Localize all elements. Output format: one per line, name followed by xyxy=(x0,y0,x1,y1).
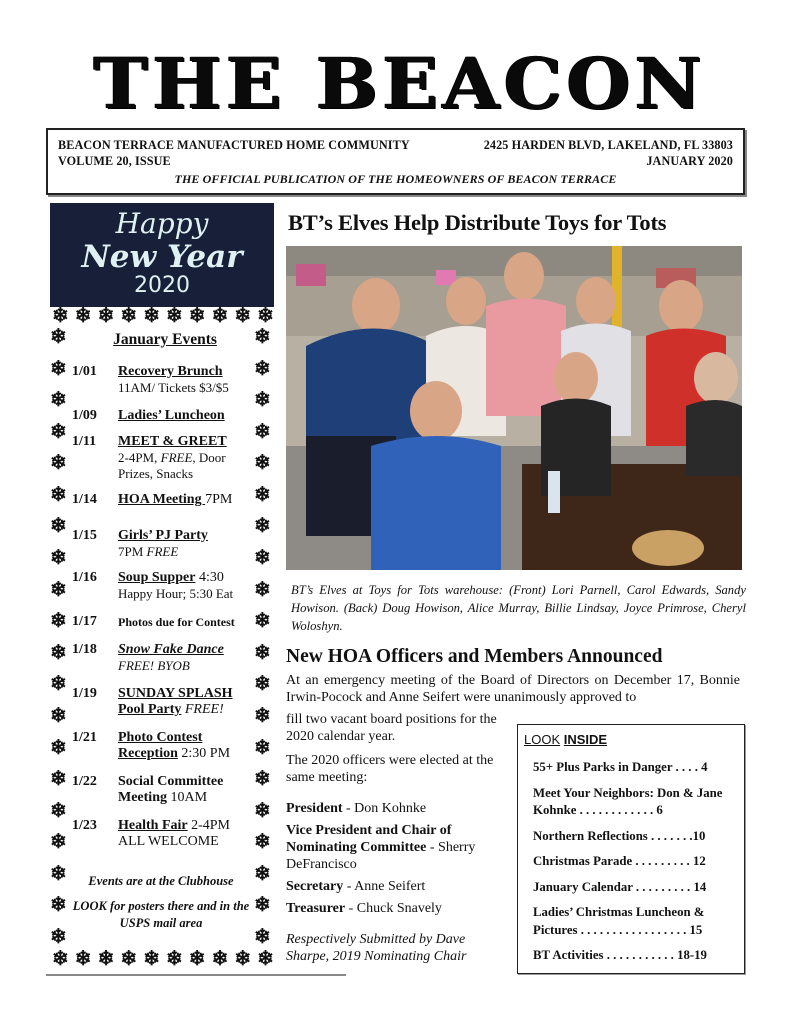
snowflake-icon: ❄ xyxy=(254,736,271,759)
snowflake-icon: ❄ xyxy=(50,894,67,917)
event-detail xyxy=(118,544,252,560)
snowflake-icon: ❄ xyxy=(50,925,67,948)
officer-name: - Don Kohnke xyxy=(342,801,427,816)
event-name: Ladies’ Luncheon xyxy=(118,408,225,423)
happy-new-year-banner xyxy=(50,203,274,307)
event-date: 1/21 xyxy=(72,730,97,745)
snowflake-icon: ❄ xyxy=(254,673,271,696)
snowflake-icon: ❄ xyxy=(254,704,271,727)
snowflake-icon: ❄ xyxy=(50,673,67,696)
event-name-line2: Reception xyxy=(118,746,178,761)
hoa-paragraph: The 2020 officers were elected at the same meeting: xyxy=(286,753,494,785)
officer-entry xyxy=(286,800,506,817)
photo-caption: BT’s Elves at Toys for Tots warehouse: (Front) Lori Parnell, Carol Edwards, Sandy Howison. (Back) Doug Howison, Alice Murray, Billie Lindsay, Joyce Primrose, Cheryl Woloshyn. xyxy=(291,583,746,633)
officer-entry xyxy=(286,822,506,873)
snowflake-icon: ❄ xyxy=(50,452,67,475)
group-photo xyxy=(286,246,742,570)
event-detail xyxy=(118,450,252,482)
event-time: 2:30 PM xyxy=(177,746,231,761)
snowflake-icon: ❄ xyxy=(254,515,271,538)
officer-role: Vice President and Chair of Nominating Committee xyxy=(286,823,452,855)
officer-role: Treasurer xyxy=(286,901,346,916)
event-detail-time: 7PM xyxy=(118,544,147,559)
banner-line-year: 2020 xyxy=(134,273,190,298)
event-name: Soup Supper xyxy=(118,570,196,585)
snowflake-icon: ❄ xyxy=(50,799,67,822)
snowflake-icon: ❄ xyxy=(50,483,67,506)
snowflake-border-left xyxy=(50,327,67,947)
posters-note: LOOK for posters there and in the USPS mail area xyxy=(72,899,250,930)
event-item xyxy=(72,642,252,674)
event-detail-extra: , Door Prizes, Snacks xyxy=(118,450,226,481)
snowflake-icon: ❄ xyxy=(143,948,160,970)
event-detail-time: 2-4PM, xyxy=(118,450,161,465)
hoa-paragraph: fill two vacant board positions for the 2020 calendar year. xyxy=(286,712,497,744)
event-name: Girls’ PJ Party xyxy=(118,528,208,543)
snowflake-icon: ❄ xyxy=(254,389,271,412)
snowflake-icon: ❄ xyxy=(50,389,67,412)
snowflake-icon: ❄ xyxy=(50,515,67,538)
snowflake-icon: ❄ xyxy=(254,547,271,570)
look-inside-title-inside: INSIDE xyxy=(563,732,608,747)
snowflake-icon: ❄ xyxy=(254,420,271,443)
snowflake-icon: ❄ xyxy=(74,948,92,970)
event-time: 10AM xyxy=(166,790,208,805)
event-name: Health Fair xyxy=(118,818,188,833)
snowflake-icon: ❄ xyxy=(74,305,92,327)
event-item xyxy=(72,614,252,630)
event-detail: Happy Hour; 5:30 Eat xyxy=(118,586,234,601)
snowflake-icon: ❄ xyxy=(254,894,271,917)
event-name: Photos due for Contest xyxy=(118,615,235,629)
event-time: 4:30 xyxy=(195,570,224,585)
banner-line-happy: Happy xyxy=(115,207,209,240)
event-item xyxy=(72,818,252,850)
event-item xyxy=(72,686,252,718)
snowflake-border-top xyxy=(52,306,274,326)
snowflake-icon: ❄ xyxy=(254,641,271,664)
event-date: 1/17 xyxy=(72,614,97,629)
snowflake-icon: ❄ xyxy=(254,578,271,601)
events-location-note: Events are at the Clubhouse xyxy=(88,874,234,888)
hoa-intro-paragraph: At an emergency meeting of the Board of Directors on December 17, Bonnie Irwin-Pocock and Anne Seifert were unanimously approved to xyxy=(286,673,740,705)
toc-item[interactable]: Christmas Parade . . . . . . . . . 12 xyxy=(533,854,706,868)
hoa-body-column xyxy=(286,711,506,972)
event-item xyxy=(72,364,252,396)
event-name: Recovery Brunch xyxy=(118,364,223,379)
article-headline-toys-for-tots: BT’s Elves Help Distribute Toys for Tots xyxy=(288,210,667,235)
look-inside-box xyxy=(517,724,745,974)
event-name: Social Committee xyxy=(118,774,224,789)
event-name: MEET & GREET xyxy=(118,434,227,449)
event-time: 2-4PM xyxy=(187,818,231,833)
toc-item[interactable]: Northern Reflections . . . . . . .10 xyxy=(533,828,706,843)
officer-name: - Sherry DeFrancisco xyxy=(286,840,476,872)
event-item xyxy=(72,570,252,602)
snowflake-icon: ❄ xyxy=(50,357,67,380)
snowflake-border-right xyxy=(254,327,271,947)
snowflake-icon: ❄ xyxy=(165,948,183,970)
officer-entry xyxy=(286,900,506,917)
event-date: 1/16 xyxy=(72,570,97,585)
masthead xyxy=(60,40,740,128)
snowflake-icon: ❄ xyxy=(50,610,67,633)
snowflake-icon: ❄ xyxy=(188,948,206,970)
snowflake-icon: ❄ xyxy=(50,420,67,443)
event-detail: ALL WELCOME xyxy=(118,834,219,849)
community-address: 2425 HARDEN BLVD, LAKELAND, FL 33803 xyxy=(483,138,733,152)
event-item xyxy=(72,528,252,560)
snowflake-icon: ❄ xyxy=(50,862,67,885)
volume-issue: VOLUME 20, ISSUE xyxy=(58,154,171,168)
events-list xyxy=(72,331,252,850)
event-detail-free: FREE xyxy=(160,450,193,465)
publication-info-box xyxy=(46,128,745,195)
snowflake-icon: ❄ xyxy=(257,948,274,970)
event-detail: FREE! BYOB xyxy=(118,658,190,673)
toc-item[interactable]: Ladies’ Christmas Luncheon & Pictures . . . . . . . . . . . . . . . . . 15 xyxy=(533,905,705,937)
look-inside-title-look: LOOK xyxy=(524,732,561,747)
event-date: 1/22 xyxy=(72,774,97,789)
snowflake-icon: ❄ xyxy=(165,305,183,327)
snowflake-border-bottom xyxy=(52,949,274,969)
toc-item[interactable]: BT Activities . . . . . . . . . . . 18-19 xyxy=(533,948,707,962)
event-item xyxy=(72,774,252,806)
event-item xyxy=(72,730,252,762)
snowflake-icon: ❄ xyxy=(254,452,271,475)
tagline: THE OFFICIAL PUBLICATION OF THE HOMEOWNERS OF BEACON TERRACE xyxy=(174,172,617,186)
event-name: SUNDAY SPLASH xyxy=(118,686,233,701)
snowflake-icon: ❄ xyxy=(143,305,160,327)
event-date: 1/15 xyxy=(72,528,97,543)
toc-item[interactable]: January Calendar . . . . . . . . . 14 xyxy=(533,879,707,894)
snowflake-icon: ❄ xyxy=(254,862,271,885)
snowflake-icon: ❄ xyxy=(120,305,138,327)
snowflake-icon: ❄ xyxy=(254,610,271,633)
issue-date: JANUARY 2020 xyxy=(646,154,733,168)
event-date: 1/18 xyxy=(72,642,97,657)
toc-item[interactable]: 55+ Plus Parks in Danger . . . . 4 xyxy=(533,760,708,774)
article-headline-hoa: New HOA Officers and Members Announced xyxy=(286,646,663,667)
snowflake-icon: ❄ xyxy=(257,305,274,327)
look-inside-title xyxy=(524,732,607,747)
snowflake-icon: ❄ xyxy=(50,641,67,664)
snowflake-icon: ❄ xyxy=(52,305,69,327)
sidebar-bottom-rule xyxy=(46,974,346,976)
snowflake-icon: ❄ xyxy=(50,578,67,601)
event-name-line2: Pool Party xyxy=(118,702,182,717)
snowflake-icon: ❄ xyxy=(50,326,67,348)
group-photo-illustration xyxy=(286,246,742,570)
snowflake-icon: ❄ xyxy=(50,547,67,570)
officer-entry xyxy=(286,878,506,895)
snowflake-icon: ❄ xyxy=(254,799,271,822)
event-name: Snow Fake Dance xyxy=(118,642,224,657)
officer-role: Secretary xyxy=(286,879,344,894)
snowflake-icon: ❄ xyxy=(52,948,69,970)
event-date: 1/09 xyxy=(72,408,97,423)
event-time: FREE! xyxy=(181,702,224,717)
event-date: 1/19 xyxy=(72,686,97,701)
snowflake-icon: ❄ xyxy=(211,305,229,327)
officer-name: - Chuck Snavely xyxy=(345,901,442,916)
event-detail: 11AM/ Tickets $3/$5 xyxy=(118,380,229,395)
event-name-line2: Meeting xyxy=(118,790,167,805)
newsletter-title: THE BEACON xyxy=(93,42,707,125)
banner-line-new-year: New Year xyxy=(81,239,243,275)
look-inside-list xyxy=(533,759,733,973)
snowflake-icon: ❄ xyxy=(211,948,229,970)
snowflake-icon: ❄ xyxy=(50,768,67,791)
event-time: 7PM xyxy=(205,492,233,507)
snowflake-icon: ❄ xyxy=(254,357,271,380)
snowflake-icon: ❄ xyxy=(120,948,138,970)
event-date: 1/14 xyxy=(72,492,97,507)
snowflake-icon: ❄ xyxy=(97,305,115,327)
events-sidebar xyxy=(48,203,274,969)
event-item xyxy=(72,492,252,508)
event-date: 1/01 xyxy=(72,364,97,379)
snowflake-icon: ❄ xyxy=(50,831,67,854)
snowflake-icon: ❄ xyxy=(234,305,252,327)
snowflake-icon: ❄ xyxy=(254,483,271,506)
community-name: BEACON TERRACE MANUFACTURED HOME COMMUNITY xyxy=(58,138,410,152)
event-item xyxy=(72,408,252,424)
officer-role: President xyxy=(286,801,343,816)
snowflake-icon: ❄ xyxy=(50,704,67,727)
snowflake-icon: ❄ xyxy=(254,768,271,791)
officer-name: - Anne Seifert xyxy=(343,879,426,894)
snowflake-icon: ❄ xyxy=(97,948,115,970)
toc-item[interactable]: Meet Your Neighbors: Don & Jane Kohnke . . . . . . . . . . . . 6 xyxy=(533,785,723,817)
event-date: 1/23 xyxy=(72,818,97,833)
hoa-signoff: Respectively Submitted by Dave Sharpe, 2019 Nominating Chair xyxy=(286,932,467,964)
snowflake-icon: ❄ xyxy=(234,948,252,970)
event-name: HOA Meeting xyxy=(118,492,206,507)
snowflake-icon: ❄ xyxy=(188,305,206,327)
event-name: Photo Contest xyxy=(118,730,203,745)
event-date: 1/11 xyxy=(72,434,97,449)
events-title: January Events xyxy=(113,331,217,348)
snowflake-icon: ❄ xyxy=(254,326,271,348)
event-detail-free: FREE xyxy=(146,544,179,559)
snowflake-icon: ❄ xyxy=(50,736,67,759)
snowflake-icon: ❄ xyxy=(254,925,271,948)
event-item xyxy=(72,434,252,482)
snowflake-icon: ❄ xyxy=(254,831,271,854)
